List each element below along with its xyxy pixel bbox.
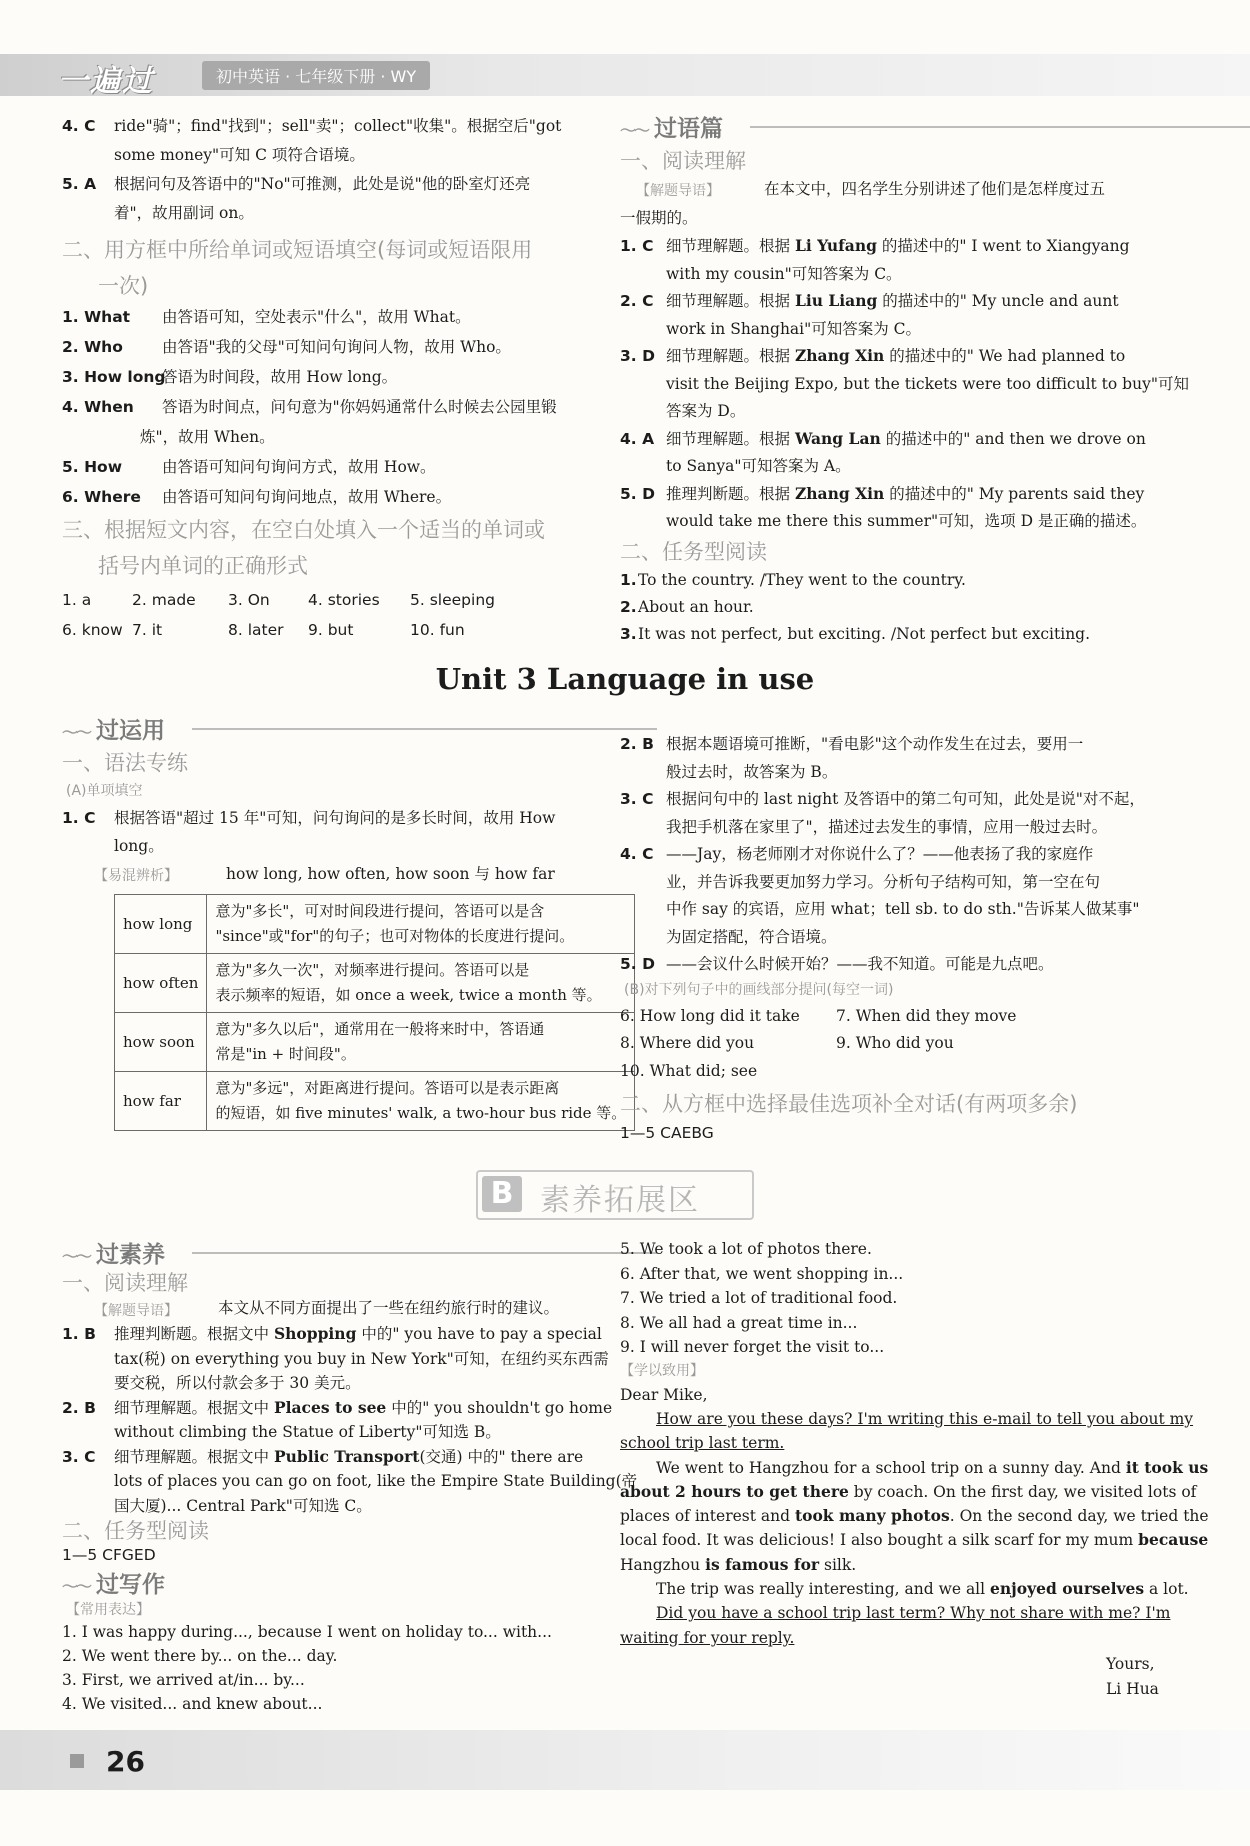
answer-text: About an hour. xyxy=(638,598,754,616)
bold-keyword: Liu Liang xyxy=(794,291,878,310)
expression-line: 5. We took a lot of photos there. xyxy=(620,1240,872,1258)
answer-line xyxy=(62,305,471,329)
section-heading: 二、从方框中选择最佳选项补全对话(有两项多余) xyxy=(620,1092,1078,1116)
blank-answer: 6. know xyxy=(62,621,123,639)
answer-line xyxy=(62,143,365,167)
answer-number: 3. C xyxy=(62,1447,96,1466)
answer-text: ——会议什么时候开始？——我不知道。可能是九点吧。 xyxy=(666,955,1054,973)
blank-answer: 8. later xyxy=(228,621,284,639)
answer-text: would take me there this summer"可知，选项 D 是正确的描述。 xyxy=(666,512,1147,530)
expression-line: 2. We went there by... on the... day. xyxy=(62,1647,338,1665)
bold-keyword: Public Transport xyxy=(273,1446,420,1466)
answer-line xyxy=(62,1396,612,1420)
answer-number: 4. C xyxy=(62,117,96,135)
answer-text: 根据问句及答语中的"No"可推测，此处是说"他的卧室灯还亮 xyxy=(114,175,531,193)
answer-text: 根据问句中的 last night 及答语中的第二句可知，此处是说"对不起， xyxy=(666,790,1145,808)
answer-number: 3. C xyxy=(620,790,654,808)
section-heading: 一、阅读理解 xyxy=(620,149,746,173)
answer-line xyxy=(62,1445,583,1469)
letter-line xyxy=(656,1456,1208,1480)
answer-line xyxy=(620,372,1189,396)
answer-text: 国大厦)... Central Park"可知选 C。 xyxy=(114,1496,372,1515)
section-heading: 过运用 xyxy=(96,718,166,744)
answer-number: 4. When xyxy=(62,398,134,416)
tag: 【常用表达】 xyxy=(66,1602,150,1618)
big-section-title xyxy=(620,110,723,143)
answer-line xyxy=(62,395,557,419)
answer-text: 根据本题语境可推断，"看电影"这个动作发生在过去，要用一 xyxy=(666,735,1084,753)
table-value-line: 常是"in + 时间段"。 xyxy=(215,1045,356,1063)
blank-answer: 10. fun xyxy=(410,621,465,639)
blank-answer: 7. it xyxy=(132,621,163,639)
answer-text: 细节理解题。根据 xyxy=(666,429,795,448)
letter-signature: Li Hua xyxy=(1106,1680,1159,1698)
letter-text: a lot. xyxy=(1144,1580,1189,1598)
answer-text: 中的" you shouldn't go home xyxy=(386,1398,613,1417)
bold-phrase: it took us xyxy=(1125,1458,1209,1477)
answer-line xyxy=(62,1322,602,1346)
bold-keyword: Wang Lan xyxy=(794,428,881,448)
answer-line xyxy=(620,482,1144,506)
letter-text: local food. It was delicious! I also bought a silk scarf for my mum xyxy=(620,1531,1139,1549)
answer-text: 细节理解题。根据 xyxy=(666,237,795,255)
section-heading: 三、根据短文内容，在空白处填入一个适当的单词或 xyxy=(62,518,545,542)
answer-text: 业，并告诉我要更加努力学习。分析句子结构可知，第一空在句 xyxy=(666,872,1101,891)
answer-line xyxy=(62,365,397,389)
answer-line: 1—5 CFGED xyxy=(62,1546,156,1564)
task-answer xyxy=(620,568,966,592)
answer-text: ——Jay，杨老师刚才对你说什么了？——他表扬了我的家庭作 xyxy=(666,845,1094,863)
answer-number: 2. B xyxy=(620,735,654,753)
answer-text: 答语为时间段，故用 How long。 xyxy=(162,368,398,386)
answer-text: 为固定搭配，符合语境。 xyxy=(666,927,837,946)
answer-number: 5. How xyxy=(62,458,123,476)
sub-heading: (A)单项填空 xyxy=(66,783,143,799)
section-heading: 括号内单词的正确形式 xyxy=(98,554,308,578)
answer-number: 1. xyxy=(620,571,637,589)
book-subtitle: 初中英语 · 七年级下册 · WY xyxy=(202,61,430,90)
blank-answer: 8. Where did you xyxy=(620,1034,755,1052)
answer-line xyxy=(62,485,451,509)
wave-icon: 〜〜 xyxy=(62,1247,91,1266)
letter-text: by coach. On the first day, we visited lots of xyxy=(848,1483,1197,1501)
table-value-line: 的短语，如 five minutes' walk, a two-hour bus ride 等。 xyxy=(215,1104,627,1122)
answer-number: 3. How long xyxy=(62,368,166,386)
extension-banner xyxy=(476,1170,754,1220)
answer-line xyxy=(620,427,1146,451)
table-value-line: "since"或"for"的句子；也可对物体的长度进行提问。 xyxy=(215,927,575,945)
letter-text: We went to Hangzhou for a school trip on a sunny day. And xyxy=(656,1459,1126,1477)
answer-text: 的描述中的" My uncle and aunt xyxy=(877,292,1119,310)
answer-text: 中的" you have to pay a special xyxy=(356,1325,602,1343)
blank-answer: 7. When did they move xyxy=(836,1007,1017,1025)
blank-answer: 4. stories xyxy=(308,591,380,609)
page-marker-icon xyxy=(70,1754,84,1768)
table-value-line: 意为"多长"，可对时间段进行提问，答语可以是含 xyxy=(215,902,545,920)
answer-text: 答语为时间点，问句意为"你妈妈通常什么时候去公园里锻 xyxy=(162,398,557,416)
answer-line xyxy=(620,952,1054,976)
answer-line xyxy=(620,317,921,341)
answer-text: 细节理解题。根据 xyxy=(666,347,795,365)
blank-answer: 3. On xyxy=(228,591,270,609)
answer-text: 的描述中的" We had planned to xyxy=(884,347,1126,365)
table-key: how far xyxy=(115,1072,207,1131)
answer-text: work in Shanghai"可知答案为 C。 xyxy=(666,319,922,338)
letter-line: school trip last term. xyxy=(620,1434,785,1452)
expression-line: 7. We tried a lot of traditional food. xyxy=(620,1289,898,1307)
expression-line: 9. I will never forget the visit to... xyxy=(620,1338,885,1356)
wave-icon: 〜〜 xyxy=(62,723,91,742)
tip-tag: 【易混辨析】 xyxy=(94,868,178,884)
answer-number: 1. C xyxy=(62,809,96,827)
section-heading: 过素养 xyxy=(96,1242,166,1268)
answer-line xyxy=(620,289,1119,313)
extension-badge: B xyxy=(482,1176,522,1212)
answer-line xyxy=(620,262,902,286)
answer-line xyxy=(62,335,511,359)
brand-logo: 一遍过 xyxy=(58,64,154,99)
section-heading: 一、阅读理解 xyxy=(62,1271,188,1295)
table-value-line: 意为"多远"，对距离进行提问。答语可以是表示距离 xyxy=(215,1079,560,1097)
guide-text: 在本文中，四名学生分别讲述了他们是怎样度过五 xyxy=(764,180,1106,198)
letter-line xyxy=(620,1480,1196,1504)
letter-text: The trip was really interesting, and we all xyxy=(656,1580,991,1598)
letter-text: silk. xyxy=(819,1556,857,1574)
answer-number: 5. A xyxy=(62,175,97,193)
letter-line xyxy=(620,1528,1208,1552)
letter-line: Did you have a school trip last term? Why not share with me? I'm xyxy=(656,1604,1171,1622)
table-value-line: 意为"多久以后"，通常用在一般将来时中，答语通 xyxy=(215,1020,545,1038)
answer-number: 3. D xyxy=(620,347,655,365)
footer-bar xyxy=(0,1730,1250,1790)
section-heading: 过语篇 xyxy=(654,116,724,142)
expression-line: 3. First, we arrived at/in... by... xyxy=(62,1671,305,1689)
answer-text: 由答语"我的父母"可知问句询问人物，故用 Who。 xyxy=(162,338,511,356)
answer-line xyxy=(62,172,530,196)
letter-line xyxy=(620,1553,856,1577)
answer-text: to Sanya"可知答案为 A。 xyxy=(666,457,851,475)
answer-line xyxy=(620,870,1100,894)
letter-line xyxy=(656,1577,1189,1601)
answer-text: 推理判断题。根据文中 xyxy=(114,1325,274,1343)
letter-text: places of interest and xyxy=(620,1507,795,1525)
sub-heading: (B)对下列句子中的画线部分提问(每空一词) xyxy=(624,982,894,998)
blank-answer: 1. a xyxy=(62,591,92,609)
answer-line xyxy=(620,344,1125,368)
tip-text: how long, how often, how soon 与 how far xyxy=(226,865,555,883)
answer-number: 5. D xyxy=(620,955,655,973)
section-heading: 过写作 xyxy=(96,1572,166,1598)
blank-answer: 2. made xyxy=(132,591,196,609)
answer-number: 2. B xyxy=(62,1398,96,1417)
table-value xyxy=(207,954,635,1013)
comparison-table xyxy=(114,894,635,1131)
section-heading: 二、任务型阅读 xyxy=(62,1519,209,1543)
guide-tag: 【解题导语】 xyxy=(94,1303,178,1319)
answer-text: lots of places you can go on foot, like the Empire State Building(帝 xyxy=(114,1472,638,1490)
bold-phrase: took many photos xyxy=(794,1506,950,1525)
letter-line xyxy=(620,1504,1209,1528)
table-key: how long xyxy=(115,895,207,954)
answer-line xyxy=(62,455,436,479)
bold-keyword: Li Yufang xyxy=(794,236,877,255)
section-heading: 一次) xyxy=(98,274,149,298)
table-row xyxy=(115,954,635,1013)
section-rule xyxy=(192,1252,657,1254)
answer-text: 由答语可知问句询问地点，故用 Where。 xyxy=(162,488,452,506)
big-section-title xyxy=(62,1236,165,1269)
expression-line: 8. We all had a great time in... xyxy=(620,1313,858,1332)
answer-text: 细节理解题。根据文中 xyxy=(114,1447,274,1466)
answer-number: 2. C xyxy=(620,292,654,310)
section-heading: 二、任务型阅读 xyxy=(620,540,767,564)
section-heading: 一、语法专练 xyxy=(62,751,188,775)
answer-text: 由答语可知，空处表示"什么"，故用 What。 xyxy=(162,308,471,326)
table-row xyxy=(115,1072,635,1131)
section-rule xyxy=(750,126,1250,128)
answer-line xyxy=(620,454,851,478)
answer-line xyxy=(62,1469,637,1493)
table-value xyxy=(207,1013,635,1072)
answer-text: some money"可知 C 项符合语境。 xyxy=(114,146,365,164)
header-bar xyxy=(0,54,1250,96)
wave-icon: 〜〜 xyxy=(62,1577,91,1596)
section-rule xyxy=(192,728,657,730)
tag: 【学以致用】 xyxy=(620,1363,704,1379)
task-answer xyxy=(620,622,1090,646)
answer-text: 的描述中的" My parents said they xyxy=(884,484,1145,503)
answer-line xyxy=(62,1420,501,1444)
blank-answer: 9. but xyxy=(308,621,354,639)
bold-keyword: Places to see xyxy=(273,1397,387,1417)
answer-line xyxy=(620,732,1083,756)
answer-line xyxy=(620,509,1146,533)
page-number: 26 xyxy=(106,1745,145,1778)
letter-closing: Yours, xyxy=(1106,1655,1155,1673)
answer-line xyxy=(620,760,837,784)
answer-text: tax(税) on everything you buy in New York"可知，在纽约买东西需 xyxy=(114,1349,609,1368)
answer-text: 中作 say 的宾语，应用 what；tell sb. to do sth."告诉某人做某事" xyxy=(666,900,1140,918)
answer-text: 炼"，故用 When。 xyxy=(140,428,275,446)
answer-line xyxy=(620,842,1093,866)
answer-text: 着"，故用副词 on。 xyxy=(114,204,254,222)
answer-text: long。 xyxy=(114,837,164,855)
answer-line xyxy=(620,234,1130,258)
answer-text: 要交税，所以付款会多于 30 美元。 xyxy=(114,1374,361,1392)
answer-text: 的描述中的" and then we drove on xyxy=(880,429,1146,448)
table-key: how often xyxy=(115,954,207,1013)
table-value xyxy=(207,1072,635,1131)
answer-line xyxy=(62,201,254,225)
answer-line xyxy=(62,1347,609,1371)
answer-text: ride"骑"；find"找到"；sell"卖"；collect"收集"。根据空后"got xyxy=(114,117,562,135)
bold-keyword: Zhang Xin xyxy=(794,483,885,503)
answer-number: 1. What xyxy=(62,308,131,326)
guide-text: 本文从不同方面提出了一些在纽约旅行时的建议。 xyxy=(218,1299,560,1317)
answer-number: 1. B xyxy=(62,1325,96,1343)
answer-line xyxy=(620,897,1139,921)
expression-line: 6. After that, we went shopping in... xyxy=(620,1264,904,1283)
bold-phrase: because xyxy=(1138,1530,1209,1549)
answer-number: 2. xyxy=(620,598,637,616)
answer-text: 由答语可知问句询问方式，故用 How。 xyxy=(162,458,436,476)
expression-line: 1. I was happy during..., because I went on holiday to... with... xyxy=(62,1623,552,1641)
answer-text: (交通) 中的" there are xyxy=(419,1447,584,1466)
answer-text: 根据答语"超过 15 年"可知，问句询问的是多长时间，故用 How xyxy=(114,809,556,827)
answer-text: 我把手机落在家里了"，描述过去发生的事情，应用一般过去时。 xyxy=(666,817,1108,836)
answer-line xyxy=(62,1494,372,1518)
answer-text: 般过去时，故答案为 B。 xyxy=(666,762,838,781)
answer-line xyxy=(62,114,561,138)
answer-line: 1—5 CAEBG xyxy=(620,1124,714,1142)
answer-text: 的描述中的" I went to Xiangyang xyxy=(876,237,1130,255)
answer-text: 答案为 D。 xyxy=(666,402,746,420)
section-heading: 二、用方框中所给单词或短语填空(每词或短语限用 xyxy=(62,238,533,262)
expression-line: 4. We visited... and knew about... xyxy=(62,1695,323,1713)
letter-line: How are you these days? I'm writing this e-mail to tell you about my xyxy=(656,1410,1194,1428)
bold-phrase: is famous for xyxy=(705,1555,820,1574)
letter-text: . On the second day, we tried the xyxy=(949,1507,1209,1525)
answer-line xyxy=(620,787,1145,811)
answer-number: 3. xyxy=(620,625,637,643)
letter-greeting: Dear Mike, xyxy=(620,1386,708,1404)
answer-number: 6. Where xyxy=(62,488,141,506)
answer-text: visit the Beijing Expo, but the tickets were too difficult to buy"可知 xyxy=(666,374,1189,393)
wave-icon: 〜〜 xyxy=(620,121,649,140)
bold-phrase: enjoyed ourselves xyxy=(990,1579,1145,1598)
answer-number: 4. A xyxy=(620,429,655,448)
answer-line xyxy=(620,815,1107,839)
answer-line xyxy=(620,399,745,423)
extension-text: 素养拓展区 xyxy=(540,1183,700,1218)
answer-line xyxy=(620,925,837,949)
table-value-line: 表示频率的短语，如 once a week, twice a month 等。 xyxy=(215,986,602,1004)
letter-line: waiting for your reply. xyxy=(620,1629,795,1647)
big-section-title xyxy=(62,1566,165,1599)
answer-text: It was not perfect, but exciting. /Not perfect but exciting. xyxy=(638,625,1091,643)
blank-answer: 10. What did; see xyxy=(620,1062,758,1080)
answer-text: 推理判断题。根据 xyxy=(666,484,795,503)
answer-number: 2. Who xyxy=(62,338,123,356)
task-answer xyxy=(620,595,754,619)
table-row xyxy=(115,1013,635,1072)
bold-keyword: Shopping xyxy=(273,1324,357,1343)
table-row xyxy=(115,895,635,954)
unit-title: Unit 3 Language in use xyxy=(435,662,815,696)
answer-number: 4. C xyxy=(620,845,654,863)
answer-line xyxy=(62,806,555,830)
bold-keyword: Zhang Xin xyxy=(794,346,885,365)
answer-line xyxy=(62,425,275,449)
big-section-title xyxy=(62,712,165,745)
guide-text: 一假期的。 xyxy=(620,209,698,227)
answer-number: 5. D xyxy=(620,484,655,503)
answer-line xyxy=(62,1371,361,1395)
letter-text: Hangzhou xyxy=(620,1556,706,1574)
answer-text: without climbing the Statue of Liberty"可知选 B。 xyxy=(114,1423,501,1441)
guide-tag: 【解题导语】 xyxy=(636,183,720,199)
answer-text: with my cousin"可知答案为 C。 xyxy=(666,264,902,283)
answer-text: 细节理解题。根据 xyxy=(666,292,795,310)
answer-number: 1. C xyxy=(620,237,654,255)
answer-text: To the country. /They went to the country. xyxy=(638,571,966,589)
answer-text: 细节理解题。根据文中 xyxy=(114,1398,274,1417)
table-value xyxy=(207,895,635,954)
table-key: how soon xyxy=(115,1013,207,1072)
blank-answer: 6. How long did it take xyxy=(620,1007,800,1025)
blank-answer: 5. sleeping xyxy=(410,591,495,609)
table-value-line: 意为"多久一次"，对频率进行提问。答语可以是 xyxy=(215,961,530,979)
bold-phrase: about 2 hours to get there xyxy=(620,1482,849,1501)
blank-answer: 9. Who did you xyxy=(836,1034,954,1052)
